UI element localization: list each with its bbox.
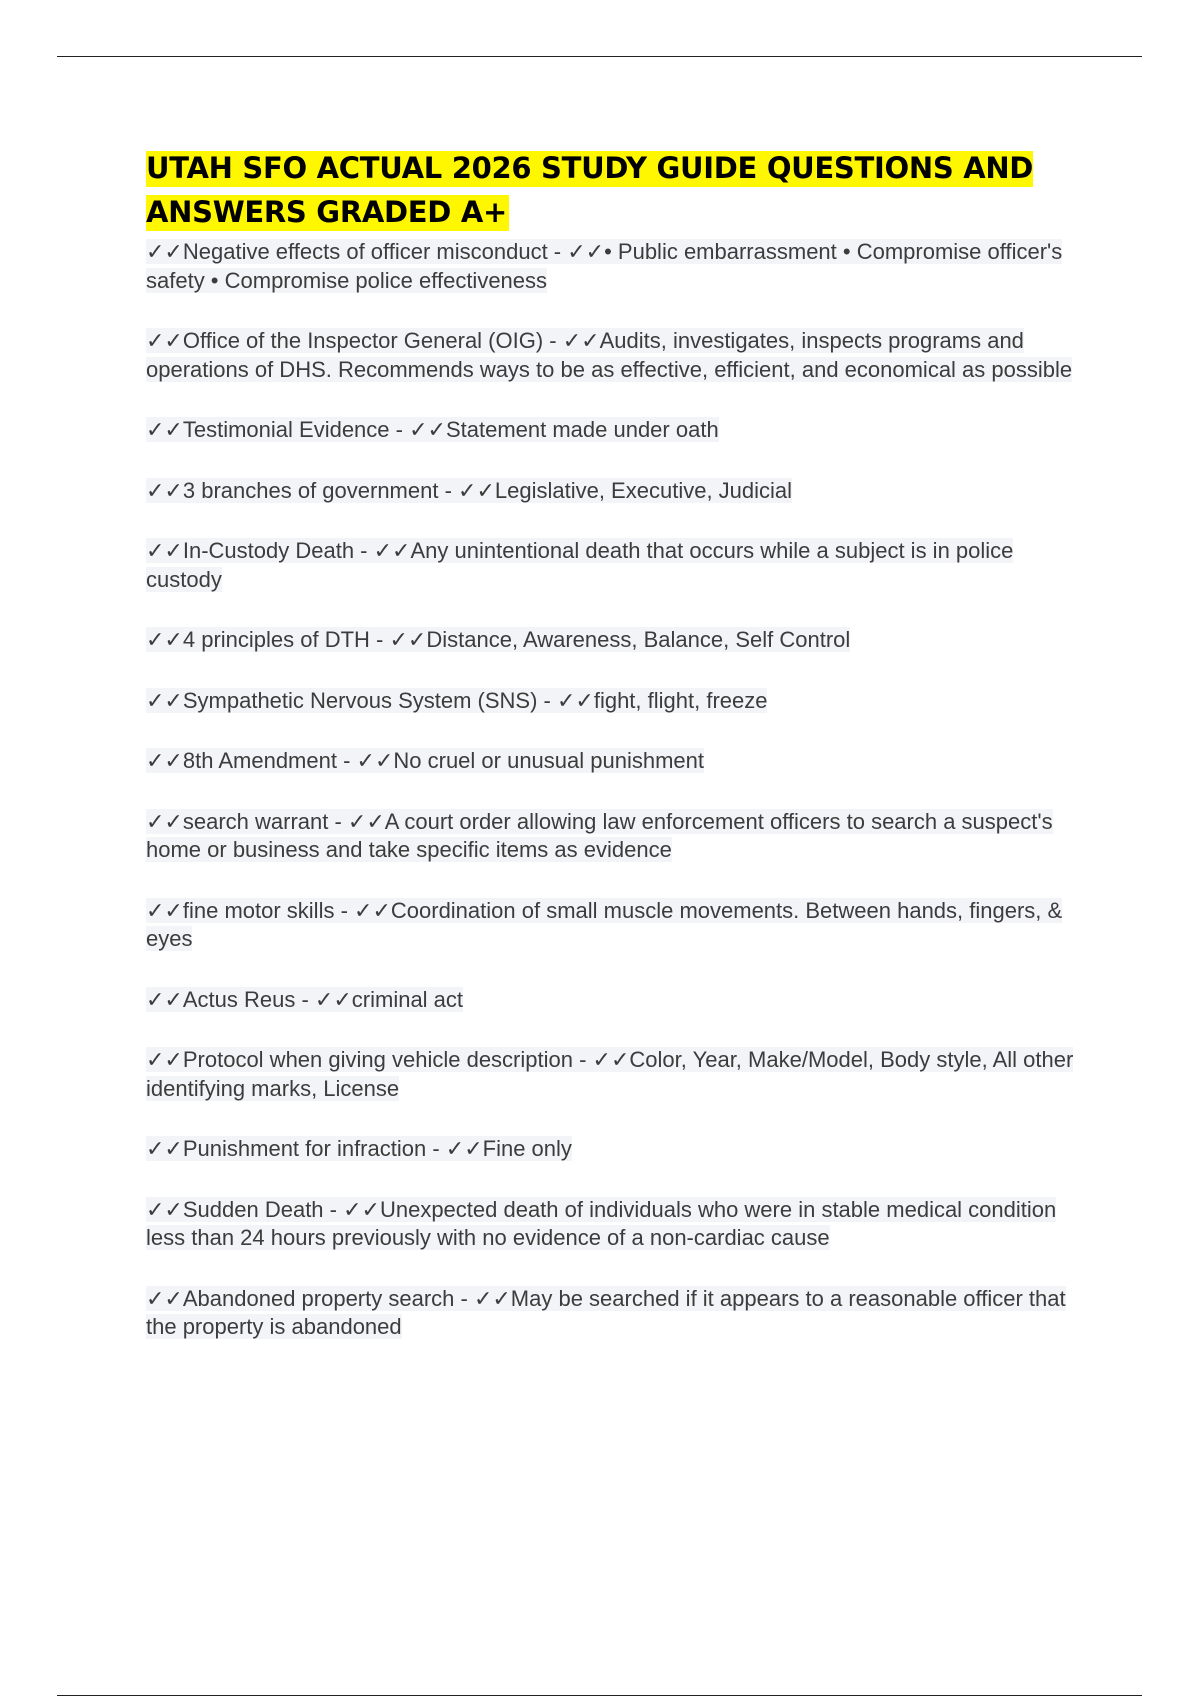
qa-text: ✓✓Office of the Inspector General (OIG) - ✓✓Audits, investigates, inspects programs and operations of DHS. Recommends ways to be as effective, efficient, and economical as possible [146,328,1073,382]
document-content [146,146,1091,1374]
qa-text: ✓✓In-Custody Death - ✓✓Any unintentional death that occurs while a subject is in police custody [146,538,1014,592]
qa-text: ✓✓Negative effects of officer misconduct - ✓✓• Public embarrassment • Compromise officer's safety • Compromise police effectiveness [146,239,1063,293]
document-title-text: UTAH SFO ACTUAL 2026 STUDY GUIDE QUESTIONS AND ANSWERS GRADED A+ [146,151,1034,229]
qa-item [146,986,1091,1015]
qa-item [146,537,1091,594]
qa-text: ✓✓3 branches of government - ✓✓Legislative, Executive, Judicial [146,477,793,503]
qa-item [146,808,1091,865]
qa-list [146,238,1091,1342]
qa-item [146,327,1091,384]
qa-item [146,897,1091,954]
qa-text: ✓✓Actus Reus - ✓✓criminal act [146,986,464,1012]
qa-text: ✓✓search warrant - ✓✓A court order allowing law enforcement officers to search a suspect's home or business and take specific items as evidence [146,808,1053,862]
qa-text: ✓✓Testimonial Evidence - ✓✓Statement made under oath [146,417,719,442]
qa-item [146,1196,1091,1253]
bottom-rule [57,1695,1142,1696]
qa-item [146,1135,1091,1164]
qa-item [146,1285,1091,1342]
qa-text: ✓✓8th Amendment - ✓✓No cruel or unusual punishment [146,748,705,773]
qa-item [146,416,1091,445]
qa-text: ✓✓Punishment for infraction - ✓✓Fine only [146,1136,572,1161]
qa-text: ✓✓fine motor skills - ✓✓Coordination of small muscle movements. Between hands, fingers, & eyes [146,897,1063,951]
qa-text: ✓✓Abandoned property search - ✓✓May be searched if it appears to a reasonable officer that the property is abandoned [146,1285,1066,1339]
qa-item [146,687,1091,716]
qa-item [146,477,1091,506]
qa-text: ✓✓Sudden Death - ✓✓Unexpected death of individuals who were in stable medical condition less than 24 hours previously with no evidence of a non-cardiac cause [146,1196,1057,1250]
top-rule [57,56,1142,57]
qa-item [146,238,1091,295]
qa-item [146,747,1091,776]
qa-text: ✓✓4 principles of DTH - ✓✓Distance, Awareness, Balance, Self Control [146,627,851,652]
qa-item [146,626,1091,655]
document-title [146,146,1091,234]
qa-item [146,1046,1091,1103]
qa-text: ✓✓Sympathetic Nervous System (SNS) - ✓✓fight, flight, freeze [146,687,768,713]
qa-text: ✓✓Protocol when giving vehicle description - ✓✓Color, Year, Make/Model, Body style, All other identifying marks, License [146,1047,1074,1101]
